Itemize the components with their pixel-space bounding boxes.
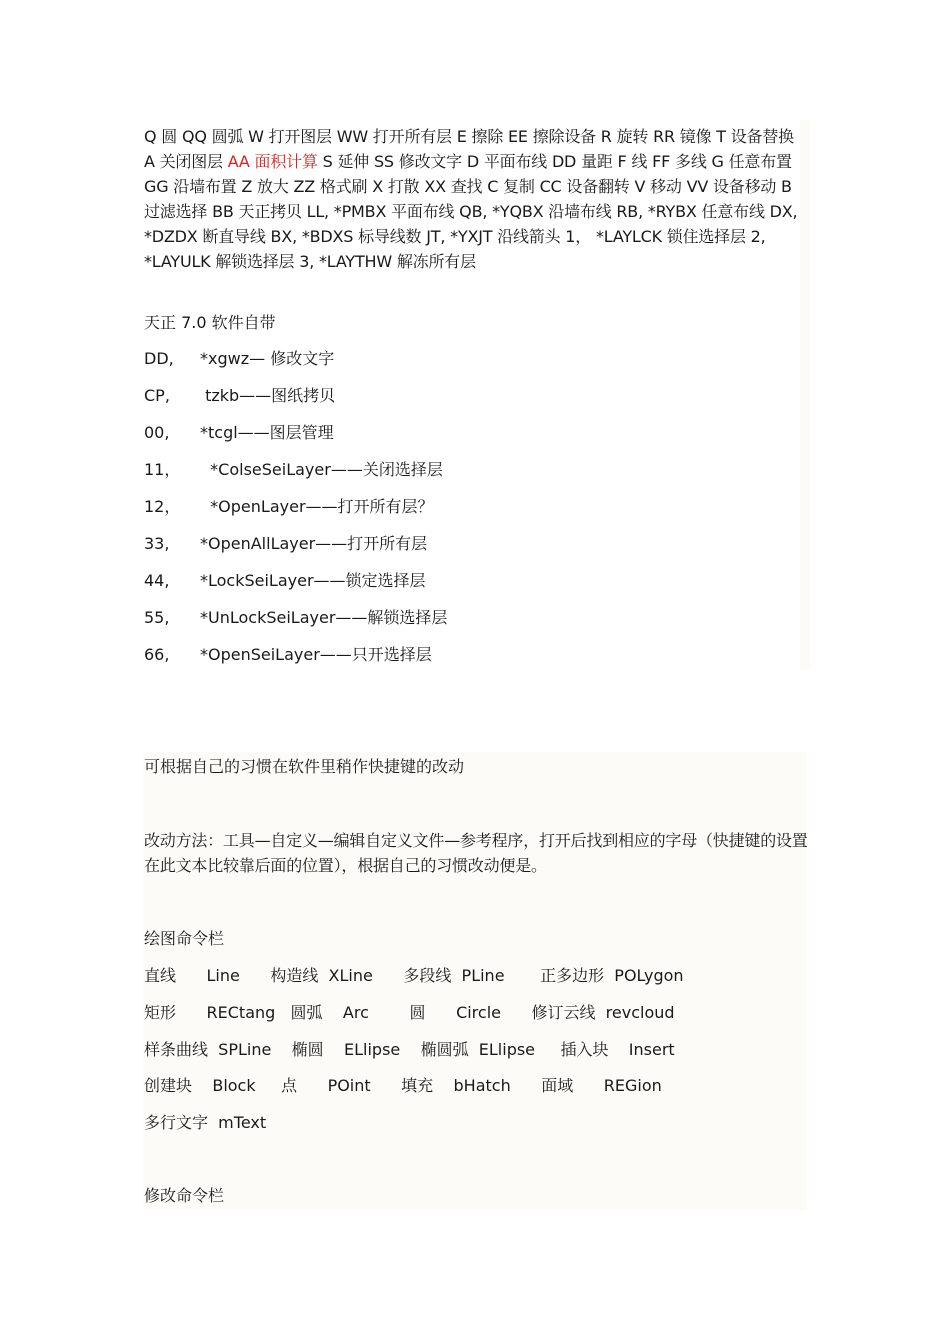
draw-command-line: 直线 Line 构造线 XLine 多段线 PLine 正多边形 POLygon [144, 966, 684, 985]
builtin-row [144, 422, 334, 444]
row-command: *ColseSeiLayer——关闭选择层 [200, 460, 443, 479]
row-command: *OpenLayer——打开所有层？ [200, 497, 434, 516]
row-key: 11， [144, 460, 181, 479]
row-key: 66, [144, 645, 170, 664]
row-command: *OpenAllLayer——打开所有层 [200, 534, 428, 553]
tianzheng-heading: 天正 7.0 软件自带 [144, 313, 276, 332]
builtin-row [144, 348, 334, 370]
row-command: *UnLockSeiLayer——解锁选择层 [200, 608, 448, 627]
row-command: tzkb——图纸拷贝 [200, 386, 336, 405]
builtin-row [144, 607, 447, 629]
modify-command-heading: 修改命令栏 [144, 1186, 225, 1205]
row-command: *LockSeiLayer——锁定选择层 [200, 571, 426, 590]
draw-command-line: 创建块 Block 点 POint 填充 bHatch 面域 REGion [144, 1076, 662, 1095]
row-key: CP, [144, 386, 170, 405]
shortcut-text-part1: Q 圆 QQ 圆弧 W 打开图层 WW 打开所有层 E 擦除 EE 擦除设备 R 旋转 RR 镜像 T 设备替换 A 关闭图层 [144, 127, 794, 171]
habit-note: 可根据自己的习惯在软件里稍作快捷键的改动 [144, 757, 465, 776]
row-key: 44, [144, 571, 170, 590]
builtin-row [144, 496, 434, 518]
builtin-row [144, 533, 427, 555]
row-key: 55, [144, 608, 170, 627]
row-key: 00, [144, 423, 170, 442]
row-command: *xgwz— 修改文字 [200, 349, 335, 368]
draw-command-heading: 绘图命令栏 [144, 929, 225, 948]
row-command: *OpenSeiLayer——只开选择层 [200, 645, 432, 664]
row-command: *tcgl——图层管理 [200, 423, 334, 442]
highlight-area-calc: AA 面积计算 [227, 152, 318, 171]
row-key: 33, [144, 534, 170, 553]
draw-command-line: 样条曲线 SPLine 椭圆 ELlipse 椭圆弧 ELlipse 插入块 Insert [144, 1040, 675, 1059]
builtin-row [144, 644, 432, 666]
draw-command-line: 多行文字 mText [144, 1113, 267, 1132]
row-key: 12， [144, 497, 181, 516]
draw-command-line: 矩形 RECtang 圆弧 Arc 圆 Circle 修订云线 revcloud [144, 1003, 675, 1022]
builtin-row [144, 385, 335, 407]
shortcut-text-part2: S 延伸 SS 修改文字 D 平面布线 DD 量距 F 线 FF 多线 G 任意布置 GG 沿墙布置 Z 放大 ZZ 格式刷 X 打散 XX 查找 C 复制 CC 设备翻转 V 移动 VV 设备移动 B 过滤选择 BB 天正拷贝 LL, *PMBX 平面布线 QB, *YQBX 沿墙布线 RB, *RYBX 任意布线 DX, *DZDX 断直导线 BX, *BDXS 标导线数 JT, *YXJT 沿线箭头 1， *LAYLCK 锁住选择层 2, *LAYULK 解锁选择层 3, *LAYTHW 解冻所有层 [144, 152, 798, 271]
shortcut-text [144, 124, 808, 274]
builtin-row [144, 570, 426, 592]
row-key: DD, [144, 349, 174, 368]
method-text: 改动方法：工具—自定义—编辑自定义文件—参考程序，打开后找到相应的字母（快捷键的设置在此文本比较靠后面的位置），根据自己的习惯改动便是。 [144, 831, 808, 875]
shortcut-paragraph [144, 124, 808, 274]
method-note [144, 828, 808, 878]
builtin-row [144, 459, 443, 481]
